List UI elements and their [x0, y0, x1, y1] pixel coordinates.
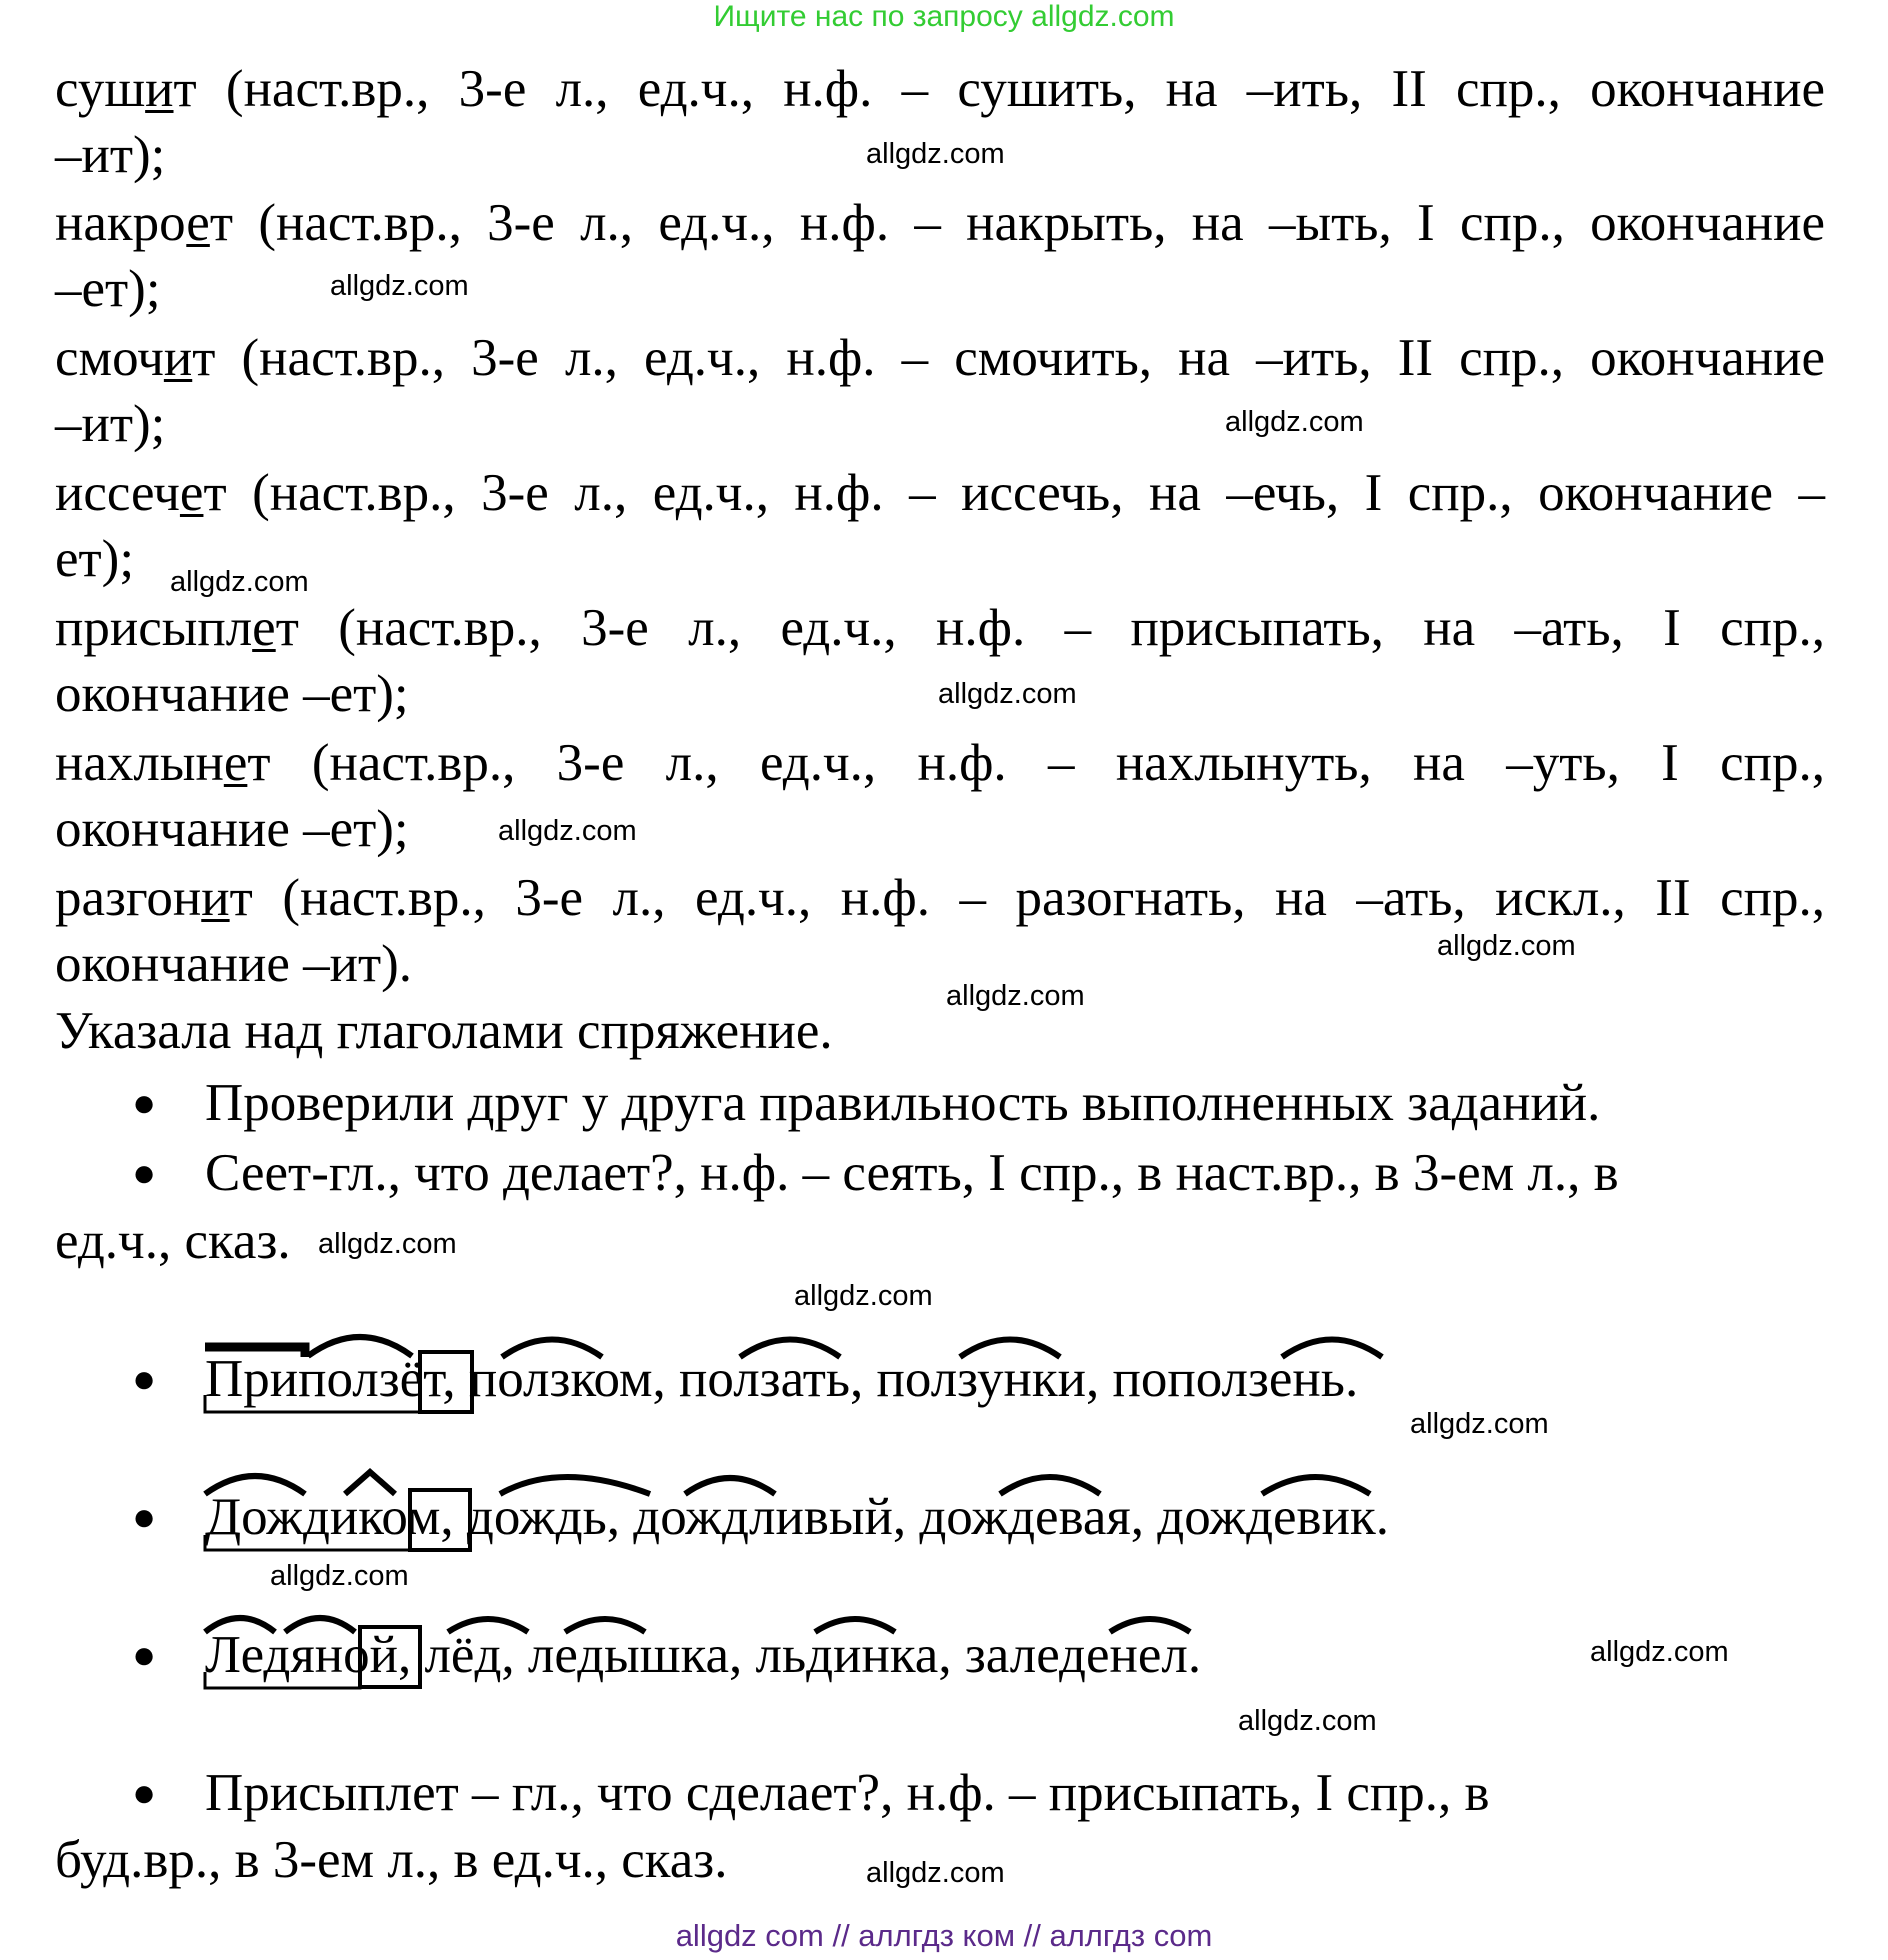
- bullet-marker: ●: [132, 1080, 157, 1125]
- verb-7-line-1: разгонит (наст.вр., 3-е л., ед.ч., н.ф. – разогнать, на –ать, искл., II спр.,: [55, 869, 1825, 927]
- watermark: allgdz.com: [498, 815, 637, 847]
- verb-5-line-2: окончание –ет);: [55, 665, 409, 723]
- verb-analysis: (наст.вр., 3-е л., ед.ч., н.ф. – разогнать, на –ать, искл., II спр.,: [282, 869, 1825, 927]
- verb-stem: иссеч: [55, 464, 180, 522]
- watermark: allgdz.com: [1437, 930, 1576, 962]
- bullet-marker: ●: [132, 1632, 157, 1677]
- analyzed-word: Дождиком: [205, 1488, 441, 1546]
- verb-analysis: (наст.вр., 3-е л., ед.ч., н.ф. – иссечь, на –ечь, I спр., окончание –: [252, 464, 1825, 522]
- verb-ending-mark: и: [163, 329, 193, 387]
- related-words: , лёд, ледышка, льдинка, заледенел.: [397, 1626, 1202, 1684]
- watermark: allgdz.com: [1238, 1705, 1377, 1737]
- verb-stem: нахлын: [55, 734, 224, 792]
- note-line: Указала над глаголами спряжение.: [55, 1002, 833, 1060]
- verb-analysis: (наст.вр., 3-е л., ед.ч., н.ф. – накрыть, на –ыть, I спр., окончание: [258, 194, 1825, 252]
- related-words: , ползком, ползать, ползунки, поползень.: [442, 1350, 1359, 1408]
- verb-stem: присыпл: [55, 599, 253, 657]
- related-words: , дождь, дождливый, дождевая, дождевик.: [440, 1488, 1389, 1546]
- verb-ending-mark: е: [186, 194, 210, 252]
- verb-3-line-1: смочит (наст.вр., 3-е л., ед.ч., н.ф. – смочить, на –ить, II спр., окончание: [55, 329, 1826, 387]
- bullet-seet-line-2: ед.ч., сказ.: [55, 1212, 291, 1270]
- bullet-check: Проверили друг у друга правильность выполненных заданий.: [205, 1074, 1601, 1132]
- analyzed-word: Приползёт: [205, 1350, 443, 1408]
- bullet-pris-line-1: Присыплет – гл., что сделает?, н.ф. – присыпать, I спр., в: [205, 1764, 1490, 1822]
- bullet-seet-line-1: Сеет-гл., что делает?, н.ф. – сеять, I спр., в наст.вр., в 3-ем л., в: [205, 1144, 1619, 1202]
- verb-ending-mark: е: [223, 734, 248, 792]
- verb-ending-mark: е: [252, 599, 276, 657]
- verb-analysis: (наст.вр., 3-е л., ед.ч., н.ф. – присыпать, на –ать, I спр.,: [338, 599, 1826, 657]
- verb-1-line-2: –ит);: [55, 126, 166, 184]
- footer-links[interactable]: allgdz com // аллгдз ком // аллгдз com: [675, 1918, 1213, 1953]
- verb-analysis: (наст.вр., 3-е л., ед.ч., н.ф. – смочить, на –ить, II спр., окончание: [241, 329, 1826, 387]
- word-family-priplzet: [205, 1346, 1358, 1412]
- verb-stem: разгон: [55, 869, 202, 927]
- verb-5-line-1: присыплет (наст.вр., 3-е л., ед.ч., н.ф. – присыпать, на –ать, I спр.,: [55, 599, 1826, 657]
- verb-3-line-2: –ит);: [55, 395, 166, 453]
- bullet-pris-line-2: буд.вр., в 3-ем л., в ед.ч., сказ.: [55, 1831, 728, 1889]
- top-banner[interactable]: Ищите нас по запросу allgdz.com: [713, 0, 1175, 33]
- verb-6-line-1: нахлынет (наст.вр., 3-е л., ед.ч., н.ф. – нахлынуть, на –уть, I спр.,: [55, 734, 1825, 792]
- bullet-marker: ●: [132, 1356, 157, 1401]
- watermark: allgdz.com: [794, 1280, 933, 1312]
- verb-2-line-2: –ет);: [55, 260, 161, 318]
- watermark: allgdz.com: [170, 566, 309, 598]
- verb-7-line-2: окончание –ит).: [55, 935, 413, 993]
- verb-stem: смоч: [55, 329, 164, 387]
- watermark: allgdz.com: [330, 270, 469, 302]
- verb-ending-mark: и: [145, 60, 174, 118]
- verb-ending-mark: е: [179, 464, 204, 522]
- verb-2-line-1: накроет (наст.вр., 3-е л., ед.ч., н.ф. – накрыть, на –ыть, I спр., окончание: [55, 194, 1825, 252]
- bullet-marker: ●: [132, 1494, 157, 1539]
- verb-analysis: (наст.вр., 3-е л., ед.ч., н.ф. – сушить, на –ить, II спр., окончание: [225, 60, 1825, 118]
- watermark: allgdz.com: [938, 678, 1077, 710]
- word-family-dozhdikom: [205, 1484, 1389, 1550]
- verb-4-line-2: ет);: [55, 530, 135, 588]
- bullet-marker: ●: [132, 1770, 157, 1815]
- verb-stem: накро: [55, 194, 187, 252]
- watermark: allgdz.com: [1410, 1408, 1549, 1440]
- watermark: allgdz.com: [1590, 1636, 1729, 1668]
- verb-ending-mark: и: [201, 869, 230, 927]
- verb-1-line-1: сушит (наст.вр., 3-е л., ед.ч., н.ф. – сушить, на –ить, II спр., окончание: [55, 60, 1825, 118]
- bullet-marker: ●: [132, 1150, 157, 1195]
- watermark: allgdz.com: [866, 138, 1005, 170]
- watermark: allgdz.com: [270, 1560, 409, 1592]
- watermark: allgdz.com: [866, 1857, 1005, 1889]
- watermark: allgdz.com: [1225, 406, 1364, 438]
- analyzed-word: Ледяной: [205, 1626, 398, 1684]
- verb-6-line-2: окончание –ет);: [55, 800, 409, 858]
- word-family-ledyanoy: [205, 1622, 1201, 1688]
- verb-analysis: (наст.вр., 3-е л., ед.ч., н.ф. – нахлынуть, на –уть, I спр.,: [311, 734, 1825, 792]
- verb-4-line-1: иссечет (наст.вр., 3-е л., ед.ч., н.ф. – иссечь, на –ечь, I спр., окончание –: [55, 464, 1825, 522]
- watermark: allgdz.com: [318, 1228, 457, 1260]
- watermark: allgdz.com: [946, 980, 1085, 1012]
- verb-stem: суш: [55, 60, 146, 118]
